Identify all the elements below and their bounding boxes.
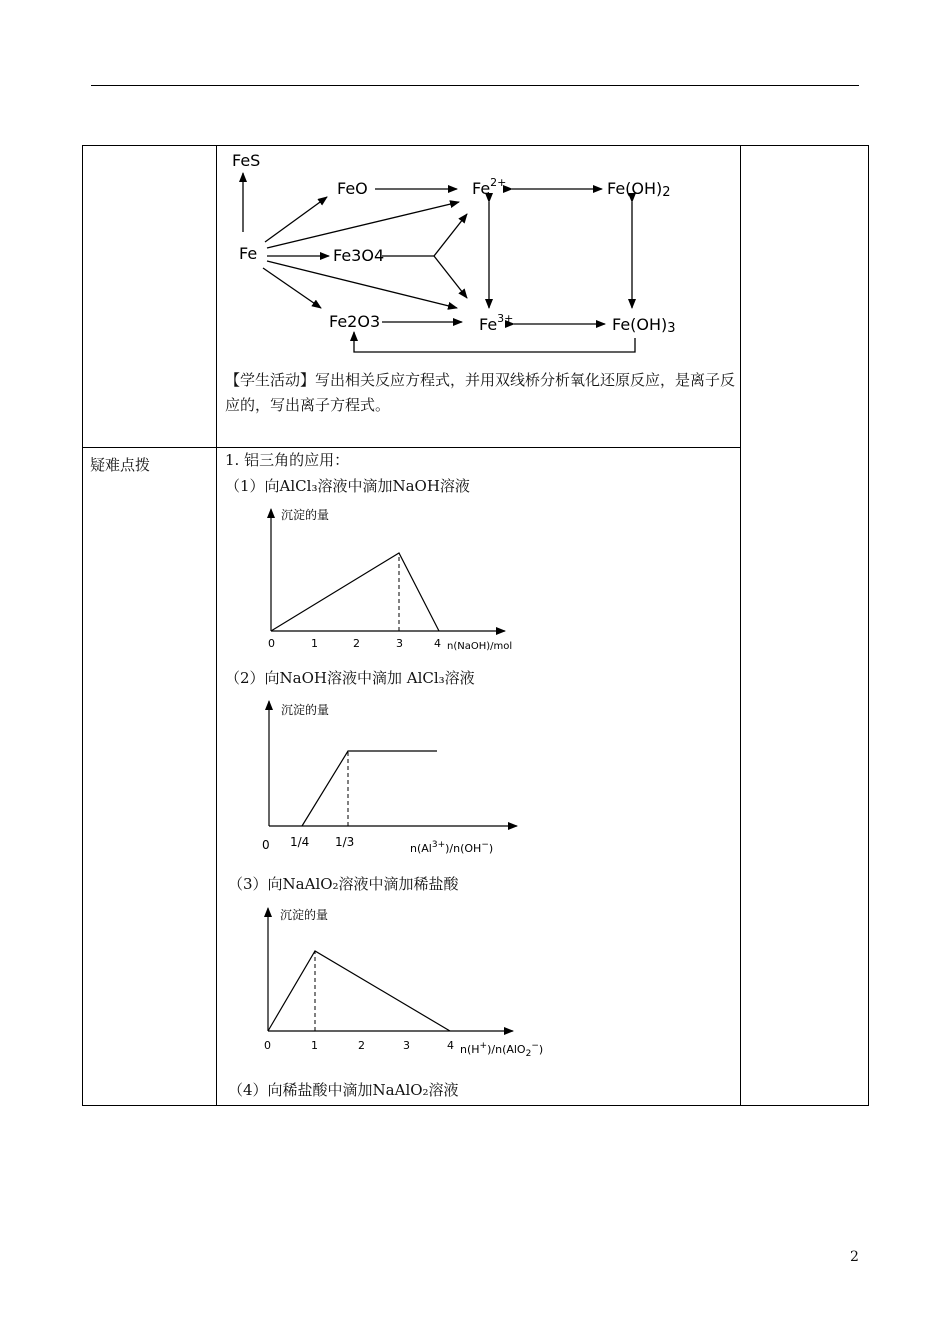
chart-2-ylabel: 沉淀的量: [281, 703, 330, 717]
table-row: [83, 146, 869, 448]
chart-3-xlabel: n(H+)/n(AlO$_2$−): [460, 1041, 544, 1059]
bracket-open: 【: [225, 371, 241, 389]
chart-3-tick-2: 2: [358, 1039, 365, 1052]
chart-3-tick-3: 3: [403, 1039, 410, 1052]
chart-1-xlabel: n(NaOH)/mol: [447, 641, 513, 652]
item-4: （4）向稀盐酸中滴加NaAlO₂溶液: [228, 1081, 459, 1099]
chart-3-ylabel: 沉淀的量: [280, 908, 329, 922]
node-fes: FeS: [232, 151, 261, 170]
node-feoh2: Fe(OH)2: [607, 179, 671, 200]
node-fe: Fe: [239, 244, 258, 263]
activity-text: 写出相关反应方程式，并用双线桥分析氧化还原反应，是离子反应的，写出离子方程式。: [225, 371, 736, 414]
node-feoh3: Fe(OH)3: [612, 315, 676, 336]
chart-1-tick-1: 1: [311, 637, 318, 650]
diagram-arrows: [243, 173, 635, 352]
chart-1-tick-2: 2: [353, 637, 360, 650]
chart-1-tick-4: 4: [434, 637, 441, 650]
node-fe3o4: Fe3O4: [333, 246, 385, 265]
bracket-close: 】: [300, 371, 316, 389]
chart-3-tick-0: 0: [264, 1039, 271, 1052]
item-2: （2）向NaOH溶液中滴加 AlCl₃溶液: [225, 669, 475, 687]
chart-2-tick-2: 1/3: [335, 835, 355, 849]
chart-3: [245, 898, 565, 1068]
label-cell: [83, 448, 217, 1106]
chart-2-tick-0: 0: [262, 838, 270, 852]
page-number: 2: [850, 1249, 859, 1265]
chart-1-ylabel: 沉淀的量: [281, 508, 330, 522]
chart-1-series: [271, 553, 439, 631]
section-label: 疑难点拨: [90, 456, 151, 474]
chart-1: [247, 501, 527, 656]
node-fe2plus: $Fe^{2+}$: [472, 176, 507, 198]
header-rule: [91, 85, 859, 86]
item-1: （1）向AlCl₃溶液中滴加NaOH溶液: [225, 477, 470, 495]
node-fe3plus: $Fe^{3+}$: [479, 312, 514, 334]
chart-3-series: [268, 951, 450, 1031]
diagram-labels: [232, 151, 676, 336]
node-fe2o3: Fe2O3: [329, 312, 381, 331]
section-heading: 1. 铝三角的应用：: [225, 451, 350, 469]
iron-conversion-diagram: [217, 146, 740, 361]
arrow-fe-fe2: [267, 202, 459, 248]
student-activity: [225, 368, 737, 418]
notes-cell: [741, 146, 869, 1106]
node-feo: FeO: [337, 179, 368, 198]
arrow-fe3o4-fe3: [434, 256, 467, 298]
label-cell: [83, 146, 217, 448]
chart-2: [247, 691, 547, 856]
chart-2-xlabel: $n(Al^{3+})/n(OH^-)$: [410, 840, 494, 855]
content-cell: [217, 146, 741, 448]
chart-1-tick-3: 3: [396, 637, 403, 650]
activity-title: 学生活动: [240, 371, 301, 389]
chart-1-tick-0: 0: [268, 637, 275, 650]
chart-3-tick-4: 4: [447, 1039, 454, 1052]
arrow-fe3o4-fe2: [434, 214, 467, 256]
arrow-feoh3-fe2o3: [354, 332, 635, 352]
chart-2-series: [302, 751, 437, 826]
item-3: （3）向NaAlO₂溶液中滴加稀盐酸: [228, 875, 459, 893]
arrow-fe-fe2o3: [263, 268, 321, 308]
arrow-fe-fe3: [267, 261, 457, 308]
chart-2-tick-1: 1/4: [290, 835, 310, 849]
chart-3-tick-1: 1: [311, 1039, 318, 1052]
